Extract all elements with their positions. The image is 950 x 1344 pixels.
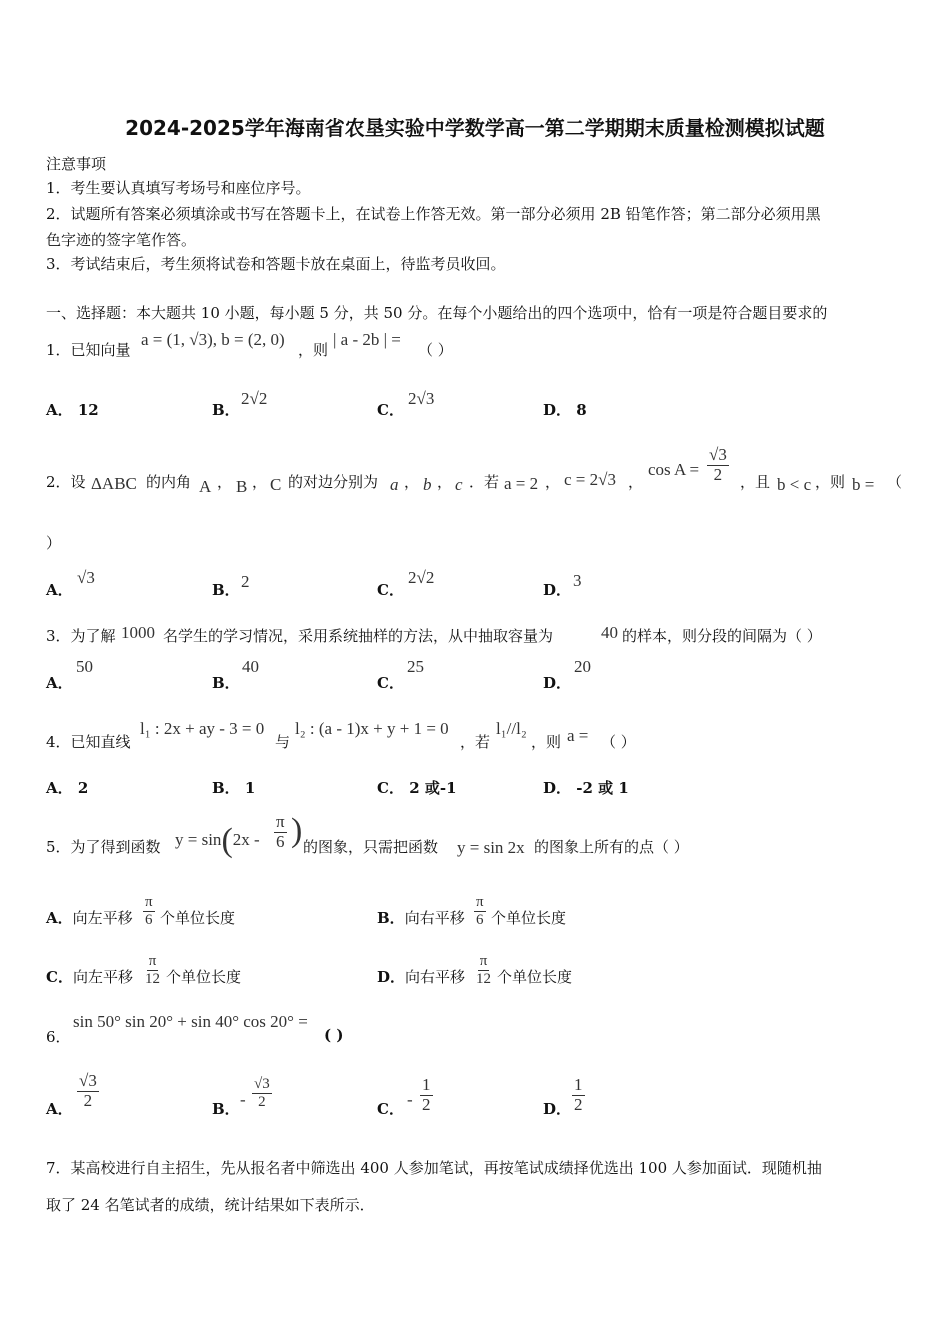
stem-text: 为了得到函数 (70, 838, 161, 856)
q5-text-3: 的图象上所有的点（ ） (534, 838, 689, 856)
stem-text: 为了解 (70, 627, 116, 645)
numerator: π (276, 812, 285, 831)
q1-option-d[interactable] (543, 399, 587, 420)
q2-comma-5: ， (545, 473, 561, 491)
q1-abs-math: | a - 2b | = (333, 330, 401, 349)
q1-option-c[interactable] (377, 399, 404, 420)
q5-func-1-fraction (274, 813, 287, 851)
option-value: 2 或-1 (409, 779, 457, 797)
denominator: 12 (476, 970, 491, 987)
q3-num-students: 1000 (121, 623, 155, 642)
q5-option-d-suffix: 个单位长度 (497, 968, 573, 986)
denominator: 2 (258, 1093, 266, 1110)
q5-text-2: 的图象，只需把函数 (303, 838, 439, 856)
denominator: 6 (276, 831, 285, 851)
q1-vector-math: a = (1, √3), b = (2, 0) (141, 330, 285, 349)
q6-paren: ( ) (324, 1026, 344, 1044)
question-number: 2． (46, 473, 71, 491)
func-inner: 2x - (232, 829, 260, 849)
option-label: D． (543, 401, 572, 419)
var: c (455, 475, 463, 494)
option-label: D． (543, 1100, 572, 1118)
question-7-line-1: 7．某高校进行自主招生，先从报名者中筛选出 400 人参加笔试，再按笔试成绩择优选出 100 人参加面试．现随机抽 (46, 1159, 822, 1177)
q6-option-a[interactable] (46, 1098, 73, 1119)
q3-text-3: 的样本，则分段的间隔为（ ） (622, 627, 822, 645)
q2-option-d[interactable] (543, 579, 571, 600)
q2-b-less-c: b < c (777, 475, 812, 494)
question-number: 1． (46, 341, 71, 359)
option-value: 12 (77, 401, 99, 419)
q6-expression: sin 50° sin 20° + sin 40° cos 20° = (73, 1012, 308, 1031)
option-label: B． (212, 779, 240, 797)
option-label: C． (377, 581, 404, 599)
q6-option-a-fraction (77, 1072, 99, 1110)
q2-eq-c: c = 2√3 (564, 470, 616, 489)
q5-func-2: y = sin 2x (457, 838, 525, 857)
q6-option-b-fraction (252, 1076, 272, 1110)
q3-sample-size: 40 (601, 623, 618, 642)
question-number: 4． (46, 733, 71, 751)
option-value: 1 (244, 779, 256, 797)
q4-parallel: l₁//l₂ (496, 719, 527, 738)
q2-paren-open: （ (887, 473, 903, 491)
func-prefix: y = sin (175, 829, 222, 849)
option-label: A． (46, 674, 73, 692)
question-6-number: 6． (46, 1028, 71, 1046)
notice-heading: 注意事项 (46, 155, 107, 173)
q4-text-2: 与 (275, 733, 291, 751)
q3-option-b[interactable] (212, 672, 240, 693)
q5-option-a-fraction (143, 894, 155, 928)
option-text: 向左平移 (72, 909, 133, 927)
numerator: 1 (574, 1075, 583, 1094)
option-label: C． (377, 1100, 404, 1118)
option-label: D． (377, 968, 406, 986)
denominator: 6 (145, 911, 153, 928)
q4-paren: （ ） (601, 733, 636, 751)
q5-option-d-fraction (474, 953, 493, 987)
q2-angle-b: B (236, 477, 248, 496)
stem-text: 已知直线 (70, 733, 131, 751)
option-label: A． (46, 401, 73, 419)
q5-option-b-fraction (474, 894, 486, 928)
q6-option-c-sign: - (407, 1090, 413, 1109)
q3-text-2: 名学生的学习情况，采用系统抽样的方法，从中抽取容量为 (163, 627, 554, 645)
question-number: 5． (46, 838, 71, 856)
q1-option-b[interactable] (212, 399, 240, 420)
question-5-stem (46, 836, 161, 857)
var: b (423, 475, 432, 494)
q4-text-3: ，若 (460, 733, 491, 751)
option-value: 2 (77, 779, 89, 797)
q5-option-d[interactable] (377, 966, 465, 987)
stem-text: 已知向量 (70, 341, 131, 359)
q3-option-c[interactable] (377, 672, 404, 693)
q6-option-d-fraction (572, 1076, 585, 1114)
q2-comma-1: ， (217, 473, 233, 491)
q5-option-b[interactable] (377, 907, 465, 928)
paren-right: ) (291, 812, 303, 849)
q2-option-a[interactable] (46, 579, 73, 600)
denominator: 2 (422, 1094, 431, 1114)
numerator: 1 (422, 1075, 431, 1094)
q2-angle-c: C (270, 475, 282, 494)
q1-text-b: ，则 (298, 341, 329, 359)
q5-option-c[interactable] (46, 966, 133, 987)
q3-option-a-value: 50 (76, 657, 93, 676)
q1-paren: （ ） (418, 341, 453, 359)
q2-side-b (423, 475, 432, 495)
q2-side-c (455, 475, 463, 495)
denominator: 2 (83, 1090, 93, 1110)
option-value: 8 (576, 401, 587, 419)
var: a (390, 475, 399, 494)
denominator: 6 (476, 911, 484, 928)
q4-line-2: l₂ : (a - 1)x + y + 1 = 0 (295, 719, 449, 738)
q2-b-equals: b = (852, 475, 875, 494)
q2-option-d-value: 3 (573, 571, 582, 590)
q5-func-1 (175, 822, 260, 860)
paren-left: ( (221, 822, 233, 859)
denominator: 12 (145, 970, 160, 987)
question-number: 3． (46, 627, 71, 645)
numerator: π (479, 953, 488, 969)
notice-item-2-line-1: 2．试题所有答案必须填涂或书写在答题卡上，在试卷上作答无效。第一部分必须用 2B 铅笔作答；第二部分必须用黑 (46, 205, 821, 223)
numerator: √3 (709, 445, 727, 464)
q3-option-a[interactable] (46, 672, 73, 693)
q2-comma-4: ， (437, 473, 453, 491)
q6-option-d[interactable] (543, 1098, 571, 1119)
option-label: B． (212, 674, 240, 692)
q2-text-4: ．若 (469, 473, 500, 491)
q5-option-c-suffix: 个单位长度 (166, 968, 242, 986)
q2-comma-2: ， (252, 473, 268, 491)
q2-text-3: 的对边分别为 (288, 473, 379, 491)
q1-option-b-value: 2√2 (241, 389, 268, 408)
q6-option-c-fraction (420, 1076, 433, 1114)
numerator: π (145, 894, 153, 910)
numerator: π (476, 894, 484, 910)
option-label: C． (377, 674, 404, 692)
q1-option-a[interactable] (46, 399, 99, 420)
option-label: B． (212, 1100, 240, 1118)
q1-option-c-value: 2√3 (408, 389, 435, 408)
option-label: C． (377, 779, 404, 797)
denominator: 2 (574, 1094, 583, 1114)
q2-cos-label: cos A = (648, 460, 700, 479)
q2-text-2: 的内角 (146, 473, 192, 491)
q2-option-b-value: 2 (241, 572, 250, 591)
denominator: 2 (713, 464, 723, 484)
q2-cos-fraction (707, 446, 729, 484)
q2-option-c[interactable] (377, 579, 404, 600)
option-label: A． (46, 581, 73, 599)
q4-text-4: ，则 (531, 733, 562, 751)
question-3-stem (46, 625, 116, 646)
q3-option-b-value: 40 (242, 657, 259, 676)
notice-item-3: 3．考试结束后，考生须将试卷和答题卡放在桌面上，待监考员收回。 (46, 255, 506, 273)
q4-option-b[interactable] (212, 777, 255, 798)
q2-eq-a: a = 2 (504, 474, 539, 493)
option-label: A． (46, 909, 73, 927)
option-label: A． (46, 779, 73, 797)
question-7-line-2: 取了 24 名笔试者的成绩，统计结果如下表所示． (46, 1196, 375, 1214)
q2-side-a (390, 475, 399, 495)
q3-option-d-value: 20 (574, 657, 591, 676)
q2-angle-a: A (199, 477, 212, 496)
notice-item-1: 1．考生要认真填写考场号和座位序号。 (46, 179, 311, 197)
q2-text-5: ，且 (740, 473, 771, 491)
option-label: C． (377, 401, 404, 419)
page-title: 2024-2025学年海南省农垦实验中学数学高一第二学期期末质量检测模拟试题 (125, 116, 825, 140)
q2-comma-3: ， (404, 473, 420, 491)
option-label: D． (543, 581, 572, 599)
option-label: B． (377, 909, 405, 927)
stem-text: 设 (70, 473, 86, 491)
q2-triangle: ΔABC (91, 474, 137, 493)
option-text: 向左平移 (72, 968, 133, 986)
q6-option-b-sign: - (240, 1090, 246, 1109)
q4-option-c[interactable] (377, 777, 457, 798)
section-heading: 一、选择题：本大题共 10 小题，每小题 5 分，共 50 分。在每个小题给出的四个选项中，恰有一项是符合题目要求的 (46, 304, 828, 322)
option-label: A． (46, 1100, 73, 1118)
q2-option-a-value: √3 (77, 568, 95, 587)
option-text: 向右平移 (404, 909, 465, 927)
q2-paren-close: ） (46, 534, 62, 552)
q2-option-b[interactable] (212, 579, 240, 600)
q4-option-d[interactable] (543, 777, 629, 798)
q2-option-c-value: 2√2 (408, 568, 435, 587)
q4-line-1: l₁ : 2x + ay - 3 = 0 (140, 719, 265, 738)
notice-item-2-line-2: 色字迹的签字笔作答。 (46, 231, 197, 249)
option-text: 向右平移 (405, 968, 466, 986)
question-2-stem (46, 471, 86, 492)
option-value: -2 或 1 (576, 779, 629, 797)
numerator: √3 (79, 1071, 97, 1090)
question-4-stem (46, 731, 131, 752)
q2-comma-6: ， (628, 473, 644, 491)
q3-option-d[interactable] (543, 672, 571, 693)
q4-a-equals: a = (567, 726, 589, 745)
q6-option-c[interactable] (377, 1098, 404, 1119)
q2-text-6: ，则 (815, 473, 846, 491)
q5-option-c-fraction (143, 953, 162, 987)
option-label: D． (543, 779, 572, 797)
q5-option-a-suffix: 个单位长度 (160, 909, 236, 927)
q6-option-b[interactable] (212, 1098, 240, 1119)
option-label: C． (46, 968, 73, 986)
q5-option-a[interactable] (46, 907, 133, 928)
option-label: B． (212, 581, 240, 599)
q4-option-a[interactable] (46, 777, 88, 798)
question-1-stem (46, 339, 131, 360)
q5-option-b-suffix: 个单位长度 (491, 909, 567, 927)
option-label: B． (212, 401, 240, 419)
q3-option-c-value: 25 (407, 657, 424, 676)
numerator: √3 (254, 1076, 270, 1092)
option-label: D． (543, 674, 572, 692)
numerator: π (148, 953, 157, 969)
